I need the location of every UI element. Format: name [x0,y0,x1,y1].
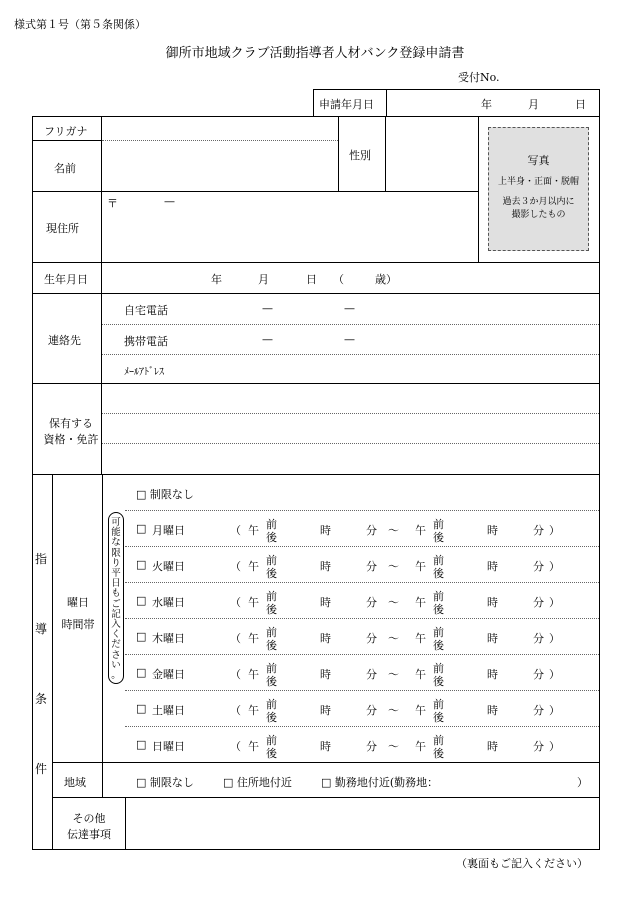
end-minute[interactable]: 分 [533,668,544,681]
start-am-option[interactable]: 前 [266,734,277,747]
end-am-pm-prefix: 午 [415,704,426,717]
start-hour[interactable]: 時 [320,740,331,753]
day-label: 日曜日 [152,740,185,753]
day-checkbox[interactable]: □ [136,702,147,715]
address-field[interactable] [120,194,476,260]
start-pm-option[interactable]: 後 [266,747,277,760]
day-checkbox[interactable]: □ [136,522,147,535]
other-label: その他 伝達事項 [67,812,111,841]
start-pm-option[interactable]: 後 [266,639,277,652]
start-am-option[interactable]: 前 [266,590,277,603]
weekday-note-char: ご [111,598,121,610]
day-label: 水曜日 [152,596,185,609]
end-pm-option[interactable]: 後 [433,567,444,580]
area-close-paren: ） [577,776,588,789]
paren-close: ） [549,560,560,573]
end-pm-option[interactable]: 後 [433,711,444,724]
day-checkbox[interactable]: □ [136,666,147,679]
home-phone-dash-1: — [262,302,273,315]
qualifications-label: 保有する 資格・免許 [43,417,99,446]
photo-instruction-3: 撮影したもの [511,210,566,220]
application-year[interactable]: 年 [481,98,492,111]
contact-label: 連絡先 [48,334,81,347]
other-field[interactable] [128,800,596,847]
start-am-pm-prefix: 午 [248,524,259,537]
time-no-limit-checkbox[interactable]: □ 制限なし [136,488,194,501]
start-am-option[interactable]: 前 [266,698,277,711]
weekday-note-char: 能 [111,527,121,539]
end-minute[interactable]: 分 [533,704,544,717]
start-minute[interactable]: 分 [366,596,377,609]
end-minute[interactable]: 分 [533,524,544,537]
weekday-note-char: だ [111,639,121,651]
guidance-char-1: 指 [35,552,48,566]
start-hour[interactable]: 時 [320,560,331,573]
paren-open: （ [230,704,241,717]
end-am-pm-prefix: 午 [415,632,426,645]
day-label: 月曜日 [152,524,185,537]
start-hour[interactable]: 時 [320,524,331,537]
end-minute[interactable]: 分 [533,632,544,645]
range-tilde: 〜 [388,632,399,645]
range-tilde: 〜 [388,560,399,573]
photo-title: 写真 [527,154,550,167]
end-am-pm-prefix: 午 [415,668,426,681]
end-hour[interactable]: 時 [487,740,498,753]
end-hour[interactable]: 時 [487,632,498,645]
weekday-note-char: 限 [111,547,121,559]
start-hour[interactable]: 時 [320,704,331,717]
area-near-work-checkbox[interactable]: □ 勤務地付近(勤務地： [321,776,439,789]
paren-open: （ [230,560,241,573]
range-tilde: 〜 [388,668,399,681]
age-label[interactable]: 歳） [375,273,397,286]
paren-open: （ [230,668,241,681]
start-am-option[interactable]: 前 [266,554,277,567]
age-open-paren: （ [333,273,344,286]
end-minute[interactable]: 分 [533,740,544,753]
weekday-note [108,512,124,684]
area-label: 地域 [64,776,86,789]
start-minute[interactable]: 分 [366,704,377,717]
start-minute[interactable]: 分 [366,560,377,573]
weekday-note-char: 日 [111,578,121,590]
end-am-option[interactable]: 前 [433,698,444,711]
time-slot-label: 曜日 時間帯 [61,596,95,631]
day-label: 木曜日 [152,632,185,645]
weekday-note-char: り [111,557,121,569]
day-label: 金曜日 [152,668,185,681]
weekday-note-char: 記 [111,608,121,620]
end-am-option[interactable]: 前 [433,734,444,747]
end-am-pm-prefix: 午 [415,560,426,573]
email-field[interactable] [200,358,596,380]
postal-dash: — [164,195,175,208]
start-am-pm-prefix: 午 [248,668,259,681]
end-pm-option[interactable]: 後 [433,531,444,544]
start-am-pm-prefix: 午 [248,632,259,645]
range-tilde: 〜 [388,524,399,537]
birth-month[interactable]: 月 [258,273,269,286]
furigana-field[interactable] [103,118,337,139]
guidance-char-2: 導 [35,622,48,636]
paren-open: （ [230,596,241,609]
start-pm-option[interactable]: 後 [266,531,277,544]
start-am-option[interactable]: 前 [266,662,277,675]
start-am-option[interactable]: 前 [266,518,277,531]
paren-close: ） [549,524,560,537]
paren-close: ） [549,704,560,717]
end-pm-option[interactable]: 後 [433,747,444,760]
application-month[interactable]: 月 [528,98,539,111]
guidance-char-3: 条 [35,692,48,706]
start-pm-option[interactable]: 後 [266,603,277,616]
end-am-pm-prefix: 午 [415,740,426,753]
start-am-pm-prefix: 午 [248,596,259,609]
birth-date-label: 生年月日 [44,273,88,286]
end-hour[interactable]: 時 [487,560,498,573]
mobile-phone-dash-2: — [344,333,355,346]
start-am-pm-prefix: 午 [248,740,259,753]
start-am-pm-prefix: 午 [248,704,259,717]
paren-close: ） [549,632,560,645]
weekday-note-char: な [111,537,121,549]
day-checkbox[interactable]: □ [136,558,147,571]
gender-label: 性別 [349,149,371,162]
day-checkbox[interactable]: □ [136,594,147,607]
application-date-label: 申請年月日 [319,98,374,111]
weekday-note-char: く [111,629,121,641]
weekday-note-char: さ [111,649,121,661]
guidance-char-4: 件 [35,762,48,776]
weekday-note-char: 可 [111,517,121,528]
home-phone-label: 自宅電話 [124,304,168,317]
start-pm-option[interactable]: 後 [266,675,277,688]
day-label: 火曜日 [152,560,185,573]
day-checkbox[interactable]: □ [136,738,147,751]
address-label: 現住所 [46,222,79,235]
back-side-note: （裏面もご記入ください） [456,857,588,870]
weekday-note-char: い [111,659,121,671]
form-title: 御所市地域クラブ活動指導者人材バンク登録申請書 [165,46,465,61]
end-minute[interactable]: 分 [533,596,544,609]
form-number: 様式第１号（第５条関係） [14,18,146,31]
end-hour[interactable]: 時 [487,704,498,717]
day-checkbox[interactable]: □ [136,630,147,643]
email-label: ﾒｰﾙｱﾄﾞﾚｽ [124,367,164,378]
end-minute[interactable]: 分 [533,560,544,573]
name-field[interactable] [103,142,337,190]
paren-open: （ [230,524,241,537]
weekday-note-char: 入 [111,619,121,631]
start-hour[interactable]: 時 [320,596,331,609]
start-pm-option[interactable]: 後 [266,567,277,580]
gender-field[interactable] [387,118,477,190]
end-hour[interactable]: 時 [487,524,498,537]
end-am-option[interactable]: 前 [433,626,444,639]
end-pm-option[interactable]: 後 [433,675,444,688]
photo-box[interactable] [488,127,589,251]
start-minute[interactable]: 分 [366,740,377,753]
weekday-note-char: 。 [111,670,121,682]
mobile-phone-label: 携帯電話 [124,335,168,348]
day-label: 土曜日 [152,704,185,717]
end-am-pm-prefix: 午 [415,524,426,537]
end-am-option[interactable]: 前 [433,518,444,531]
birth-day[interactable]: 日 [306,273,317,286]
start-am-option[interactable]: 前 [266,626,277,639]
postal-mark: 〒 [107,197,118,210]
end-am-pm-prefix: 午 [415,596,426,609]
end-am-option[interactable]: 前 [433,554,444,567]
mobile-phone-dash-1: — [262,333,273,346]
start-hour[interactable]: 時 [320,668,331,681]
area-no-limit-checkbox[interactable]: □ 制限なし [136,776,194,789]
home-phone-dash-2: — [344,302,355,315]
range-tilde: 〜 [388,704,399,717]
paren-close: ） [549,596,560,609]
start-hour[interactable]: 時 [320,632,331,645]
paren-close: ） [549,668,560,681]
qualifications-field[interactable] [104,386,598,472]
weekday-note-char: も [111,588,121,600]
start-am-pm-prefix: 午 [248,560,259,573]
range-tilde: 〜 [388,596,399,609]
receipt-number-label: 受付No. [458,71,500,84]
end-am-option[interactable]: 前 [433,590,444,603]
furigana-label: フリガナ [44,125,88,138]
end-pm-option[interactable]: 後 [433,639,444,652]
paren-open: （ [230,740,241,753]
end-hour[interactable]: 時 [487,668,498,681]
photo-instruction-1: 上半身・正面・脱帽 [497,177,579,187]
weekday-note-char: 平 [111,568,121,580]
application-day[interactable]: 日 [575,98,586,111]
end-am-option[interactable]: 前 [433,662,444,675]
start-minute[interactable]: 分 [366,524,377,537]
paren-open: （ [230,632,241,645]
start-minute[interactable]: 分 [366,668,377,681]
paren-close: ） [549,740,560,753]
area-near-home-checkbox[interactable]: □ 住所地付近 [223,776,292,789]
start-pm-option[interactable]: 後 [266,711,277,724]
end-hour[interactable]: 時 [487,596,498,609]
photo-instruction-2: 過去３か月以内に [502,197,575,207]
start-minute[interactable]: 分 [366,632,377,645]
end-pm-option[interactable]: 後 [433,603,444,616]
birth-year[interactable]: 年 [211,273,222,286]
range-tilde: 〜 [388,740,399,753]
name-label: 名前 [54,162,76,175]
